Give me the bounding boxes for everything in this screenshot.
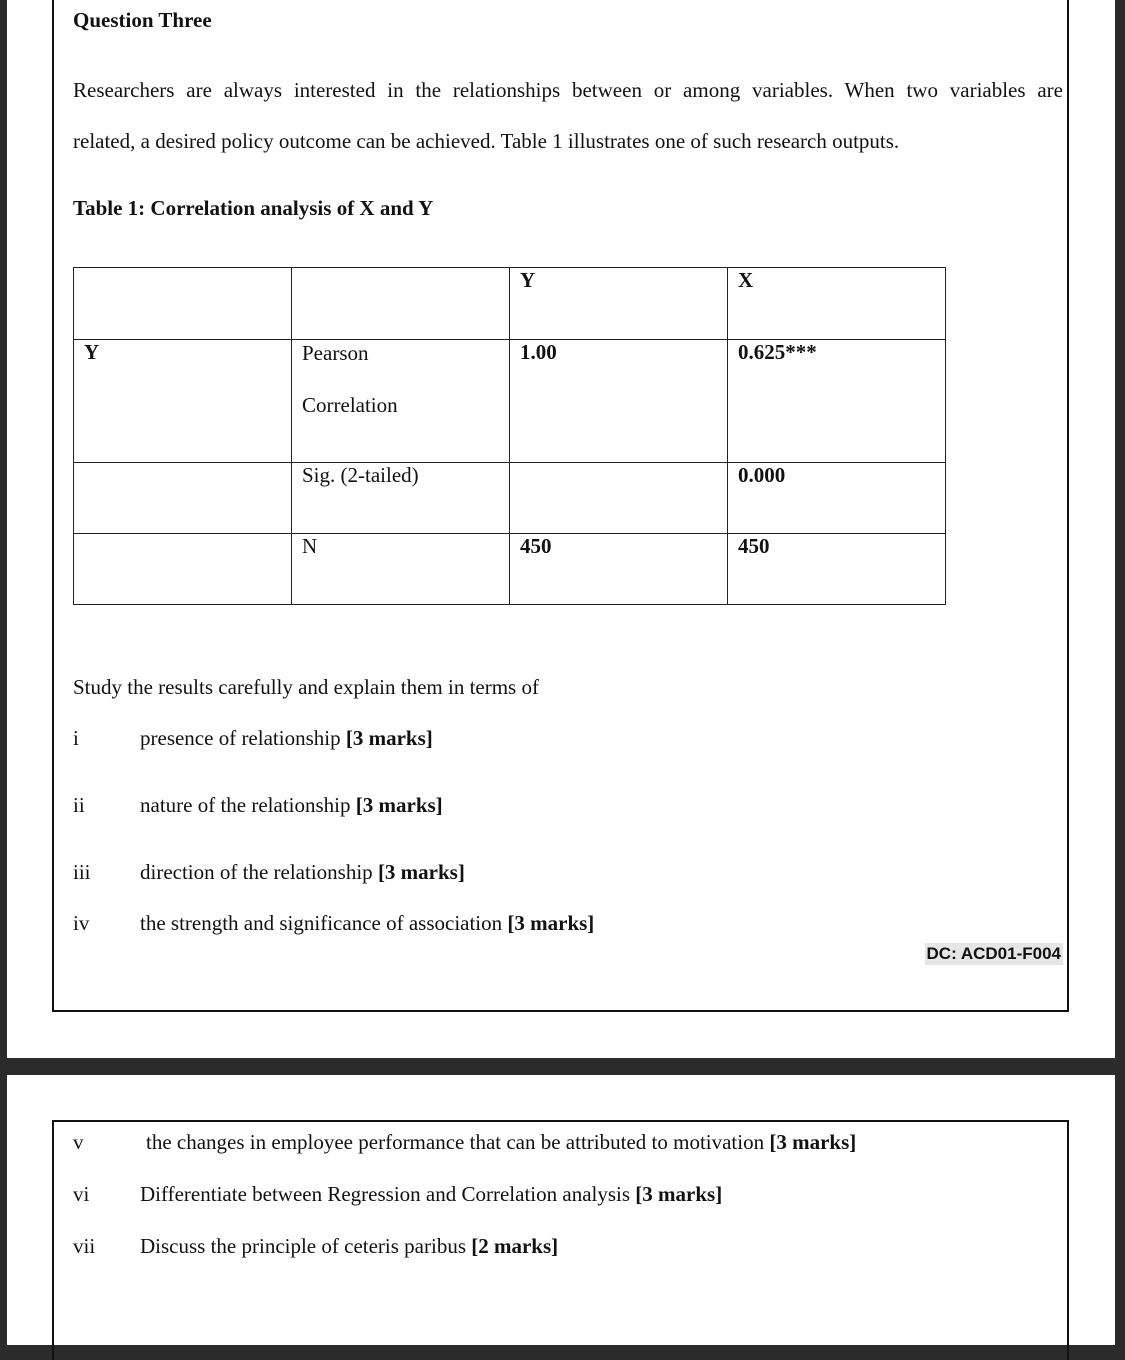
row-variable bbox=[74, 534, 292, 605]
question-marks: [3 marks] bbox=[769, 1130, 857, 1154]
question-number: ii bbox=[73, 793, 85, 817]
stat-label-line-2: Correlation bbox=[302, 393, 398, 417]
correlation-table bbox=[73, 267, 946, 605]
question-item bbox=[146, 1130, 856, 1155]
cell-y-value bbox=[510, 463, 728, 534]
question-text: direction of the relationship bbox=[140, 860, 378, 884]
question-marks: [2 marks] bbox=[471, 1234, 559, 1258]
question-number: iii bbox=[73, 860, 91, 884]
row-variable: Y bbox=[74, 340, 292, 463]
intro-paragraph-line-1: Researchers are always interested in the relationships between or among variables. When two variables are bbox=[73, 78, 1063, 102]
question-text: Discuss the principle of ceteris paribus bbox=[140, 1234, 472, 1258]
question-item bbox=[140, 860, 465, 885]
stat-label-line-1: Pearson bbox=[302, 341, 369, 365]
question-text: presence of relationship bbox=[140, 726, 346, 750]
document-code: DC: ACD01-F004 bbox=[926, 944, 1061, 963]
question-marks: [3 marks] bbox=[635, 1182, 723, 1206]
question-item bbox=[140, 793, 443, 818]
question-marks: [3 marks] bbox=[507, 911, 595, 935]
table-header-row bbox=[74, 268, 946, 340]
question-item bbox=[140, 1234, 558, 1259]
question-text: the strength and significance of association bbox=[140, 911, 508, 935]
question-number: v bbox=[73, 1130, 84, 1154]
table-row bbox=[74, 463, 946, 534]
table-row bbox=[74, 534, 946, 605]
question-number: i bbox=[73, 726, 79, 750]
question-text: nature of the relationship bbox=[140, 793, 356, 817]
row-statistic: N bbox=[292, 534, 510, 605]
table-title: Table 1: Correlation analysis of X and Y bbox=[73, 196, 434, 220]
cell-y-value: 1.00 bbox=[510, 340, 728, 463]
question-title: Question Three bbox=[73, 8, 212, 32]
question-marks: [3 marks] bbox=[355, 793, 443, 817]
question-number: vi bbox=[73, 1182, 90, 1206]
cell-y-value: 450 bbox=[510, 534, 728, 605]
table-row bbox=[74, 340, 946, 463]
row-statistic: Sig. (2-tailed) bbox=[292, 463, 510, 534]
question-item bbox=[140, 726, 433, 751]
question-item bbox=[140, 1182, 722, 1207]
page-2 bbox=[7, 1075, 1115, 1345]
cell-x-value: 0.625*** bbox=[728, 340, 946, 463]
header-cell-x: X bbox=[728, 268, 946, 340]
row-variable bbox=[74, 463, 292, 534]
question-marks: [3 marks] bbox=[345, 726, 433, 750]
question-marks: [3 marks] bbox=[377, 860, 465, 884]
cell-x-value: 0.000 bbox=[728, 463, 946, 534]
header-cell-y: Y bbox=[510, 268, 728, 340]
question-item bbox=[140, 911, 594, 936]
intro-paragraph-line-2: related, a desired policy outcome can be achieved. Table 1 illustrates one of such research outputs. bbox=[73, 129, 900, 153]
page-1 bbox=[7, 0, 1115, 1058]
question-text: Differentiate between Regression and Correlation analysis bbox=[140, 1182, 636, 1206]
question-text: the changes in employee performance that can be attributed to motivation bbox=[146, 1130, 770, 1154]
row-statistic bbox=[292, 340, 510, 463]
header-cell bbox=[74, 268, 292, 340]
question-number: vii bbox=[73, 1234, 96, 1258]
instruction-text: Study the results carefully and explain them in terms of bbox=[73, 675, 539, 699]
cell-x-value: 450 bbox=[728, 534, 946, 605]
header-cell bbox=[292, 268, 510, 340]
question-number: iv bbox=[73, 911, 90, 935]
